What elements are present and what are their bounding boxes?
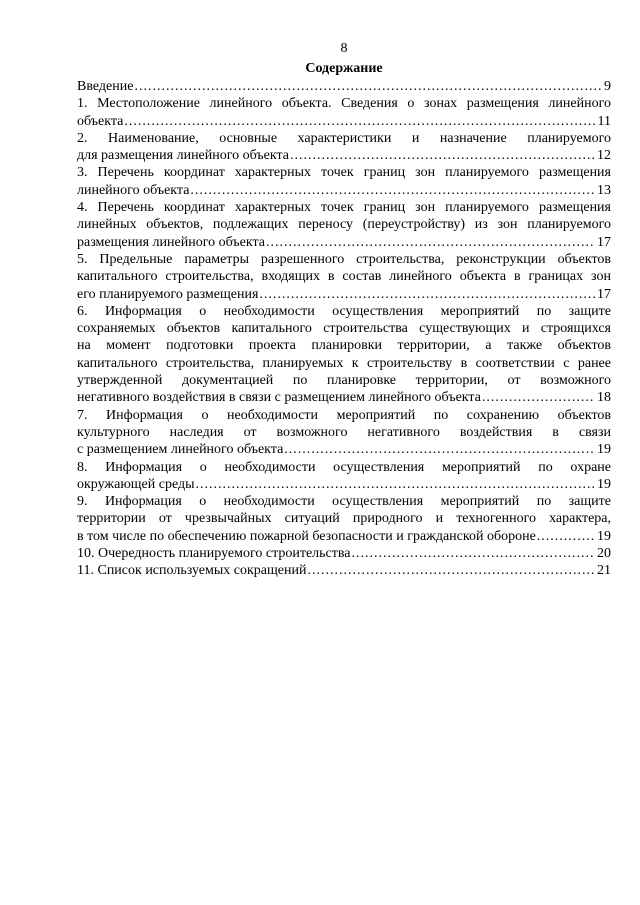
toc-entry[interactable] bbox=[77, 164, 611, 199]
toc-entry-line: сохраняемых объектов капитального строительства существующих и строящихся bbox=[77, 321, 611, 337]
toc-entry-line: 1. Местоположение линейного объекта. Сведения о зонах размещения линейного bbox=[77, 96, 611, 112]
dot-leader bbox=[290, 147, 595, 164]
toc-entry-page-number: 20 bbox=[597, 546, 611, 562]
document-page bbox=[77, 40, 611, 580]
toc-entry-page-number: 17 bbox=[597, 234, 611, 250]
toc-entry-last-line bbox=[77, 78, 611, 95]
toc-entry[interactable] bbox=[77, 493, 611, 545]
toc-entry-text: 10. Очередность планируемого строительства bbox=[77, 546, 351, 562]
toc-entry-text: размещения линейного объекта bbox=[77, 234, 265, 250]
toc-entry[interactable] bbox=[77, 95, 611, 130]
toc-entry[interactable] bbox=[77, 459, 611, 494]
toc-entry-page-number: 19 bbox=[597, 442, 611, 458]
toc-entry-last-line bbox=[77, 286, 611, 303]
toc-entry-line: на момент подготовки проекта планировки территории, а также объектов bbox=[77, 338, 611, 354]
toc-entry-page-number: 9 bbox=[604, 79, 611, 94]
dot-leader bbox=[190, 182, 595, 199]
toc-entry-page-number: 11 bbox=[597, 113, 611, 129]
toc-entry-last-line bbox=[77, 182, 611, 199]
toc-entry[interactable] bbox=[77, 251, 611, 303]
toc-entry-text: его планируемого размещения bbox=[77, 286, 259, 302]
toc-entry-page-number: 19 bbox=[597, 476, 611, 492]
dot-leader bbox=[482, 389, 595, 406]
toc-entry-line: 4. Перечень координат характерных точек границ зон планируемого размещения bbox=[77, 200, 611, 216]
toc-entry[interactable] bbox=[77, 545, 611, 562]
toc-title: Содержание bbox=[305, 61, 383, 76]
dot-leader bbox=[134, 78, 602, 95]
toc-entry-text: линейного объекта bbox=[77, 182, 190, 198]
toc-entry-text: Введение bbox=[77, 79, 134, 94]
toc-entry-line: 3. Перечень координат характерных точек границ зон планируемого размещения bbox=[77, 165, 611, 181]
toc-entry[interactable] bbox=[77, 130, 611, 165]
dot-leader bbox=[196, 476, 595, 493]
toc-entry-line: 8. Информация о необходимости осуществления мероприятий по охране bbox=[77, 459, 611, 475]
toc-entry[interactable] bbox=[77, 199, 611, 251]
toc-entry-line: территории от чрезвычайных ситуаций природного и техногенного характера, bbox=[77, 511, 611, 527]
toc-entry-text: 11. Список используемых сокращений bbox=[77, 563, 307, 579]
toc-entry-line: 5. Предельные параметры разрешенного строительства, реконструкции объектов bbox=[77, 251, 611, 267]
toc-entry-last-line bbox=[77, 528, 611, 545]
toc-entry-text: в том числе по обеспечению пожарной безопасности и гражданской обороне bbox=[77, 528, 536, 544]
dot-leader bbox=[124, 113, 595, 130]
toc-entry-last-line bbox=[77, 113, 611, 130]
dot-leader bbox=[307, 562, 595, 579]
toc-entry-line: капитального строительства, входящих в состав линейного объекта в границах зон bbox=[77, 269, 611, 285]
toc-entry[interactable] bbox=[77, 78, 611, 95]
toc-entry-last-line bbox=[77, 441, 611, 458]
dot-leader bbox=[259, 286, 595, 303]
toc-entry-last-line bbox=[77, 389, 611, 406]
toc-entry-line: 9. Информация о необходимости осуществления мероприятий по защите bbox=[77, 494, 611, 510]
toc-entry-line: 2. Наименование, основные характеристики и назначение планируемого bbox=[77, 130, 611, 146]
toc-entry-text: объекта bbox=[77, 113, 124, 129]
dot-leader bbox=[537, 528, 595, 545]
toc-entry-page-number: 19 bbox=[597, 528, 611, 544]
toc-entry-last-line bbox=[77, 562, 611, 579]
toc-entry-line: 7. Информация о необходимости мероприятий по сохранению объектов bbox=[77, 407, 611, 423]
toc-entry-line: капитального строительства, планируемых к строительству в соответствии с ранее bbox=[77, 355, 611, 371]
toc-entry-page-number: 12 bbox=[597, 148, 611, 164]
dot-leader bbox=[352, 545, 595, 562]
page-number: 8 bbox=[340, 41, 348, 56]
toc-entry-last-line bbox=[77, 545, 611, 562]
toc-entry-line: линейных объектов, подлежащих переносу (переустройству) из зон планируемого bbox=[77, 217, 611, 233]
toc-entry-last-line bbox=[77, 147, 611, 164]
toc-entry-line: утвержденной документацией по планировке территории, от возможного bbox=[77, 373, 611, 389]
toc-entry-text: с размещением линейного объекта bbox=[77, 442, 284, 458]
table-of-contents bbox=[77, 78, 611, 580]
toc-entry[interactable] bbox=[77, 562, 611, 579]
toc-entry[interactable] bbox=[77, 407, 611, 459]
toc-entry-page-number: 17 bbox=[597, 286, 611, 302]
toc-entry-last-line bbox=[77, 234, 611, 251]
toc-entry-line: культурного наследия от возможного негативного воздействия в связи bbox=[77, 424, 611, 440]
toc-entry-line: 6. Информация о необходимости осуществления мероприятий по защите bbox=[77, 303, 611, 319]
toc-entry-page-number: 18 bbox=[597, 390, 611, 406]
toc-entry-text: негативного воздействия в связи с размещением линейного объекта bbox=[77, 390, 481, 406]
toc-entry-text: окружающей среды bbox=[77, 476, 195, 492]
toc-entry-page-number: 21 bbox=[597, 563, 611, 579]
toc-entry-last-line bbox=[77, 476, 611, 493]
dot-leader bbox=[266, 234, 595, 251]
toc-entry[interactable] bbox=[77, 303, 611, 407]
toc-entry-page-number: 13 bbox=[597, 182, 611, 198]
dot-leader bbox=[284, 441, 595, 458]
toc-entry-text: для размещения линейного объекта bbox=[77, 148, 289, 164]
